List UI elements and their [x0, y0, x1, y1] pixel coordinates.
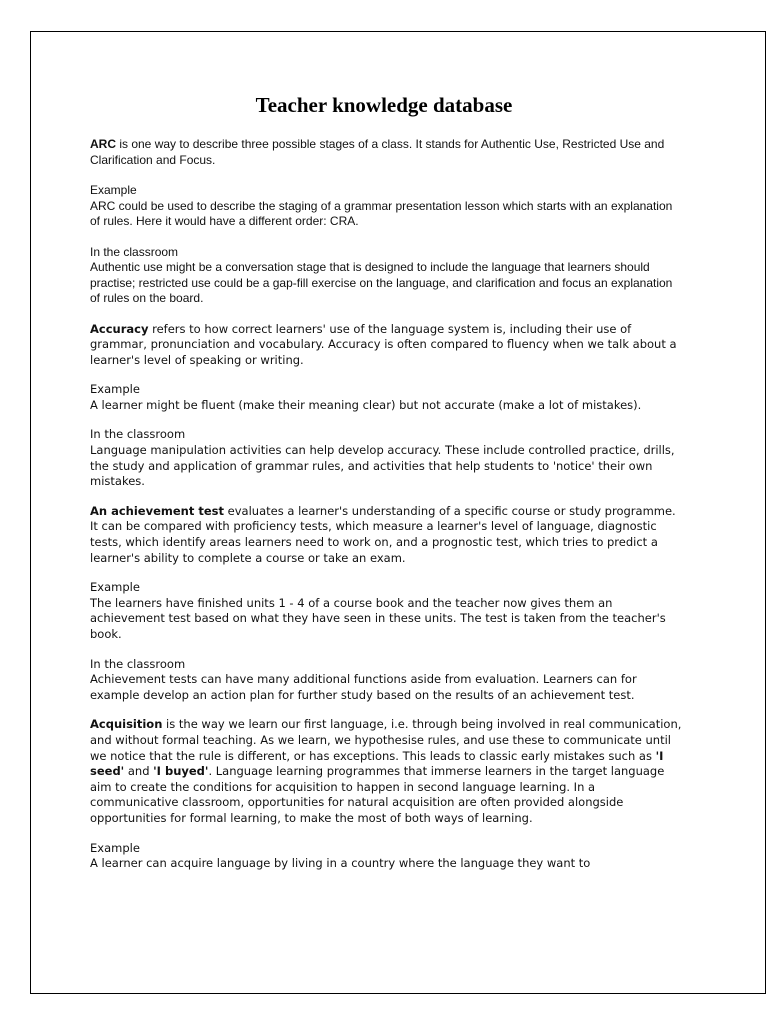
arc-classroom-text: Authentic use might be a conversation stage that is designed to include the language that learners should practise; restricted use could be a gap-fill exercise on the language, and clarification and focus an explanation of rules on the board.: [90, 260, 673, 305]
achievement-term: An achievement test: [90, 503, 225, 518]
arc-term: ARC: [90, 137, 116, 151]
accuracy-example: [90, 382, 685, 413]
arc-example-heading: Example: [90, 183, 137, 197]
achievement-definition: [90, 504, 685, 566]
arc-example-text: ARC could be used to describe the staging of a grammar presentation lesson which starts with an explanation of rules. Here it would have a different order: CRA.: [90, 198, 673, 228]
achievement-example: [90, 580, 685, 642]
arc-classroom: [90, 245, 685, 307]
acquisition-example-heading: Example: [90, 840, 140, 855]
achievement-classroom-text: Achievement tests can have many additional functions aside from evaluation. Learners can for example develop an action plan for further study based on the results of an achievement test.: [90, 672, 637, 702]
accuracy-term: Accuracy: [90, 321, 149, 336]
accuracy-example-heading: Example: [90, 382, 140, 397]
acquisition-quote-seed: 'I seed': [90, 748, 664, 779]
acquisition-definition: [90, 717, 685, 826]
acquisition-definition-part2: . Language learning programmes that immerse learners in the target language aim to create the conditions for acquisition to happen in second language learning. In a communicative classroom, opportunities for natural acquisition are often provided alongside opportunities for formal learning, to make the most of both ways of learning.: [90, 764, 665, 825]
achievement-definition-text: evaluates a learner's understanding of a specific course or study programme. It can be compared with proficiency tests, which measure a learner's level of language, diagnostic tests, which identify areas learners need to work on, and a prognostic test, which tries to predict a learner's ability to complete a course or take an exam.: [90, 503, 676, 565]
arc-classroom-heading: In the classroom: [90, 244, 179, 259]
accuracy-definition: [90, 322, 685, 369]
arc-definition-text: is one way to describe three possible stages of a class. It stands for Authentic Use, Restricted Use and Clarification and Focus.: [90, 137, 665, 167]
arc-example: [90, 183, 685, 230]
achievement-classroom: [90, 657, 685, 704]
page-title: Teacher knowledge database: [255, 93, 513, 117]
accuracy-definition-text: refers to how correct learners' use of the language system is, including their use of grammar, pronunciation and vocabulary. Accuracy is often compared to fluency when we talk about a learner's level of speaking or writing.: [90, 321, 677, 367]
acquisition-term: Acquisition: [90, 717, 163, 732]
acquisition-example-text: A learner can acquire language by living in a country where the language they want to: [90, 856, 591, 871]
achievement-classroom-heading: In the classroom: [90, 656, 186, 671]
accuracy-classroom-text: Language manipulation activities can help develop accuracy. These include controlled practice, drills, the study and application of grammar rules, and activities that help students to 'notice' their own mistakes.: [90, 443, 675, 489]
accuracy-classroom-heading: In the classroom: [90, 427, 186, 442]
achievement-example-text: The learners have finished units 1 - 4 of a course book and the teacher now gives them an achievement test based on what they have seen in these units. The test is taken from the teacher's book.: [90, 595, 666, 641]
accuracy-classroom: [90, 427, 685, 489]
document-body: [90, 137, 685, 872]
achievement-example-heading: Example: [90, 580, 140, 595]
acquisition-example: [90, 841, 685, 872]
acquisition-quote-buyed: 'I buyed': [153, 764, 209, 779]
arc-definition: [90, 137, 685, 168]
acquisition-and: and: [124, 764, 154, 779]
acquisition-definition-part1: is the way we learn our first language, i.e. through being involved in real communication, and without formal teaching. As we learn, we hypothesise rules, and use these to communicate until we notice that the rule is different, or has exceptions. This leads to classic early mistakes such as: [90, 717, 682, 763]
accuracy-example-text: A learner might be fluent (make their meaning clear) but not accurate (make a lot of mistakes).: [90, 397, 642, 412]
